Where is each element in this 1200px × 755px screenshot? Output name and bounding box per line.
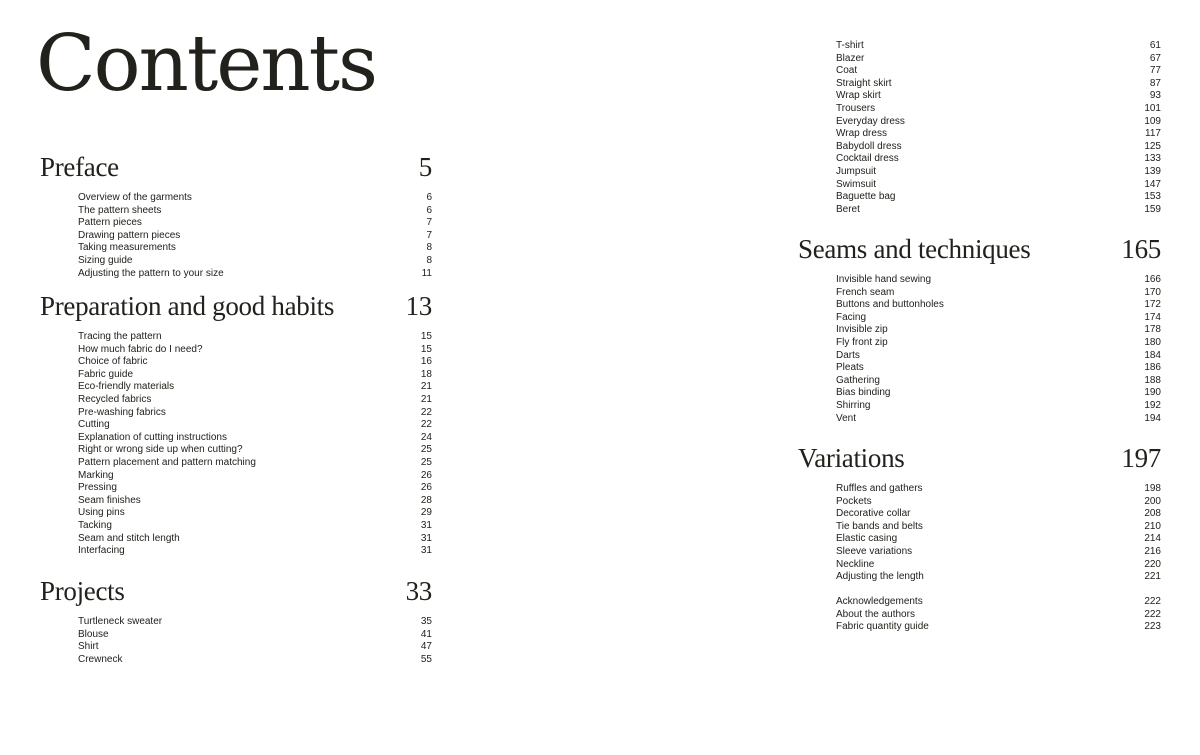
toc-entry[interactable] <box>836 324 1161 337</box>
toc-entry-page: 172 <box>1144 299 1161 311</box>
toc-entry-page: 159 <box>1144 203 1161 215</box>
toc-entry[interactable] <box>836 521 1161 534</box>
toc-entry-label: Turtleneck sweater <box>78 616 163 627</box>
section-title: Preparation and good habits <box>40 291 335 321</box>
toc-entry-page: 208 <box>1144 508 1161 520</box>
toc-entry-label: Cocktail dress <box>836 153 899 165</box>
toc-entry-label: Acknowledgements <box>836 596 923 607</box>
toc-entry-list <box>78 331 432 558</box>
toc-entry-page: 190 <box>1144 387 1161 399</box>
toc-entry-page: 101 <box>1144 102 1161 114</box>
toc-entry-label: Fly front zip <box>836 336 888 348</box>
toc-entry[interactable] <box>78 369 432 382</box>
toc-entry-page: 222 <box>1144 608 1161 620</box>
section-title: Seams and techniques <box>798 234 1031 264</box>
section-header <box>798 443 1161 473</box>
toc-entry[interactable] <box>836 508 1161 521</box>
toc-entry[interactable] <box>836 596 1161 609</box>
toc-entry[interactable] <box>78 641 432 654</box>
toc-entry[interactable] <box>836 571 1161 584</box>
toc-entry-page: 25 <box>420 456 432 468</box>
toc-entry-label: Tracing the pattern <box>78 331 162 342</box>
toc-entry-page: 184 <box>1144 349 1161 361</box>
toc-entry-label: Invisible hand sewing <box>836 274 932 285</box>
toc-entry-label: Facing <box>836 311 867 323</box>
toc-entry-page: 31 <box>420 519 432 531</box>
toc-entry[interactable] <box>78 205 432 218</box>
toc-entry-label: Pre-washing fabrics <box>78 406 166 418</box>
toc-entry-page: 109 <box>1144 115 1161 127</box>
toc-entry-label: Elastic casing <box>836 533 898 545</box>
section-title: Projects <box>40 576 125 606</box>
toc-entry-label: Shirring <box>836 399 871 411</box>
toc-entry-page: 210 <box>1144 520 1161 532</box>
toc-entry[interactable] <box>78 470 432 483</box>
toc-entry-label: Vent <box>836 412 857 424</box>
toc-entry[interactable] <box>78 457 432 470</box>
toc-entry-label: Right or wrong side up when cutting? <box>78 444 243 456</box>
toc-entry-page: 15 <box>420 343 432 355</box>
toc-entry-page: 29 <box>420 507 432 519</box>
toc-entry-page: 21 <box>420 381 432 393</box>
toc-entry-page: 35 <box>420 616 432 627</box>
toc-entry-label: Cutting <box>78 419 110 431</box>
toc-entry[interactable] <box>78 495 432 508</box>
toc-entry-label: Shirt <box>78 641 99 653</box>
toc-entry-page: 194 <box>1144 412 1161 424</box>
toc-entry-label: Jumpsuit <box>836 165 877 177</box>
toc-entry[interactable] <box>836 496 1161 509</box>
toc-entry-label: Tie bands and belts <box>836 520 923 532</box>
toc-entry[interactable] <box>836 312 1161 325</box>
toc-entry[interactable] <box>78 407 432 420</box>
toc-entry[interactable] <box>836 483 1161 496</box>
section-title: Variations <box>798 443 905 473</box>
toc-entry[interactable] <box>836 387 1161 400</box>
toc-entry[interactable] <box>78 654 432 667</box>
toc-entry-page: 61 <box>1149 40 1161 51</box>
toc-entry-label: Seam and stitch length <box>78 532 180 544</box>
toc-entry[interactable] <box>836 362 1161 375</box>
toc-entry-label: Drawing pattern pieces <box>78 229 181 241</box>
toc-entry-page: 221 <box>1144 571 1161 583</box>
page-title: Contents <box>36 19 376 109</box>
toc-entry[interactable] <box>836 559 1161 572</box>
toc-entry-list <box>836 40 1161 216</box>
section-page-number: 197 <box>1121 443 1161 473</box>
toc-entry[interactable] <box>836 78 1161 91</box>
toc-entry[interactable] <box>836 533 1161 546</box>
toc-entry-page: 166 <box>1144 274 1161 285</box>
toc-entry[interactable] <box>78 255 432 268</box>
toc-entry-page: 11 <box>421 267 432 279</box>
toc-entry[interactable] <box>836 413 1161 426</box>
toc-entry-label: Fabric quantity guide <box>836 621 929 633</box>
toc-entry-page: 139 <box>1144 165 1161 177</box>
toc-entry-label: Choice of fabric <box>78 356 148 368</box>
toc-entry[interactable] <box>78 432 432 445</box>
toc-entry-label: Blazer <box>836 52 865 64</box>
toc-entry-label: Gathering <box>836 374 880 386</box>
toc-entry-page: 28 <box>420 494 432 506</box>
toc-entry-page: 24 <box>420 431 432 443</box>
toc-entry[interactable] <box>78 616 432 629</box>
toc-entry-label: Ruffles and gathers <box>836 483 923 494</box>
toc-entry-label: Decorative collar <box>836 508 911 520</box>
toc-entry-page: 6 <box>426 204 432 216</box>
toc-entry[interactable] <box>836 103 1161 116</box>
toc-entry-page: 223 <box>1144 621 1161 633</box>
section-header <box>40 152 432 182</box>
toc-entry-label: Buttons and buttonholes <box>836 299 944 311</box>
toc-entry[interactable] <box>78 482 432 495</box>
section-page-number: 13 <box>405 291 432 321</box>
toc-entry[interactable] <box>78 533 432 546</box>
toc-entry[interactable] <box>836 141 1161 154</box>
section-title: Preface <box>40 152 119 182</box>
toc-entry-page: 31 <box>420 545 432 557</box>
toc-entry-list <box>78 192 432 280</box>
toc-entry[interactable] <box>836 90 1161 103</box>
toc-entry[interactable] <box>78 356 432 369</box>
toc-entry-page: 222 <box>1144 596 1161 607</box>
toc-entry-page: 21 <box>420 393 432 405</box>
toc-entry-page: 22 <box>420 406 432 418</box>
toc-entry-label: Pressing <box>78 482 117 494</box>
toc-entry-page: 41 <box>420 628 432 640</box>
toc-entry-label: Pockets <box>836 495 872 507</box>
toc-entry-page: 125 <box>1144 140 1161 152</box>
toc-entry[interactable] <box>836 153 1161 166</box>
toc-entry-label: Crewneck <box>78 653 123 665</box>
toc-entry-label: Beret <box>836 203 860 215</box>
toc-entry-label: Recycled fabrics <box>78 393 152 405</box>
toc-entry-page: 26 <box>420 482 432 494</box>
toc-entry-label: Adjusting the length <box>836 571 924 583</box>
toc-entry-label: About the authors <box>836 608 915 620</box>
toc-entry[interactable] <box>78 192 432 205</box>
toc-entry[interactable] <box>836 179 1161 192</box>
toc-entry[interactable] <box>836 375 1161 388</box>
toc-entry-page: 117 <box>1145 128 1161 140</box>
toc-entry-label: How much fabric do I need? <box>78 343 203 355</box>
toc-entry[interactable] <box>836 204 1161 217</box>
toc-entry-label: Coat <box>836 65 858 77</box>
toc-entry[interactable] <box>78 444 432 457</box>
toc-entry[interactable] <box>78 545 432 558</box>
toc-entry[interactable] <box>836 546 1161 559</box>
toc-entry-label: Pleats <box>836 362 864 374</box>
toc-entry-label: Interfacing <box>78 545 125 557</box>
toc-entry-page: 188 <box>1144 374 1161 386</box>
toc-entry-label: Wrap dress <box>836 128 887 140</box>
toc-entry-label: The pattern sheets <box>78 204 162 216</box>
toc-entry-label: Sleeve variations <box>836 545 913 557</box>
toc-entry-page: 6 <box>426 192 432 203</box>
toc-entry[interactable] <box>78 242 432 255</box>
toc-entry-page: 16 <box>420 356 432 368</box>
toc-entry-page: 214 <box>1144 533 1161 545</box>
toc-entry-label: Bias binding <box>836 387 891 399</box>
toc-entry[interactable] <box>78 268 432 281</box>
toc-entry[interactable] <box>836 337 1161 350</box>
toc-entry-label: Neckline <box>836 558 875 570</box>
toc-entry-label: Using pins <box>78 507 125 519</box>
toc-entry[interactable] <box>836 116 1161 129</box>
toc-entry-label: Baguette bag <box>836 191 896 203</box>
toc-entry-label: Trousers <box>836 102 876 114</box>
toc-entry-page: 8 <box>426 242 432 254</box>
toc-entry-label: Seam finishes <box>78 494 141 506</box>
toc-entry-label: Straight skirt <box>836 77 892 89</box>
toc-entry-page: 47 <box>420 641 432 653</box>
toc-entry-page: 174 <box>1144 311 1161 323</box>
toc-entry-page: 93 <box>1149 90 1161 102</box>
toc-entry-page: 26 <box>420 469 432 481</box>
toc-entry-label: Marking <box>78 469 114 481</box>
toc-entry-label: Invisible zip <box>836 324 888 336</box>
toc-entry[interactable] <box>78 230 432 243</box>
toc-entry-label: Darts <box>836 349 860 361</box>
toc-entry-page: 22 <box>420 419 432 431</box>
toc-entry-page: 178 <box>1144 324 1161 336</box>
toc-entry[interactable] <box>836 274 1161 287</box>
toc-entry-page: 7 <box>426 217 432 229</box>
toc-entry-page: 153 <box>1144 191 1161 203</box>
toc-entry-list <box>78 616 432 666</box>
toc-entry-label: Taking measurements <box>78 242 176 254</box>
toc-entry-page: 55 <box>420 653 432 665</box>
toc-entry-label: Sizing guide <box>78 254 133 266</box>
toc-entry[interactable] <box>836 191 1161 204</box>
toc-entry-page: 18 <box>420 368 432 380</box>
toc-entry-page: 170 <box>1144 286 1161 298</box>
toc-entry-page: 133 <box>1144 153 1161 165</box>
toc-entry-page: 220 <box>1144 558 1161 570</box>
section-header <box>798 234 1161 264</box>
toc-entry-label: Tacking <box>78 519 112 531</box>
toc-entry[interactable] <box>836 621 1161 634</box>
toc-entry[interactable] <box>78 381 432 394</box>
toc-entry-label: Fabric guide <box>78 368 134 380</box>
toc-entry-page: 25 <box>420 444 432 456</box>
toc-entry-page: 216 <box>1144 545 1161 557</box>
section-header <box>40 576 432 606</box>
section-page-number: 5 <box>418 152 432 182</box>
toc-entry-label: Eco-friendly materials <box>78 381 175 393</box>
toc-entry[interactable] <box>836 128 1161 141</box>
toc-entry-label: Pattern placement and pattern matching <box>78 456 256 468</box>
toc-entry-page: 67 <box>1149 52 1161 64</box>
toc-entry-label: Explanation of cutting instructions <box>78 431 227 443</box>
toc-entry[interactable] <box>78 629 432 642</box>
section-header <box>40 291 432 321</box>
toc-entry[interactable] <box>836 609 1161 622</box>
toc-entry-label: Babydoll dress <box>836 140 902 152</box>
toc-entry-page: 200 <box>1144 495 1161 507</box>
toc-entry[interactable] <box>78 507 432 520</box>
toc-entry[interactable] <box>836 400 1161 413</box>
toc-entry-page: 87 <box>1149 77 1161 89</box>
toc-entry-label: Everyday dress <box>836 115 905 127</box>
toc-entry[interactable] <box>78 217 432 230</box>
toc-entry-page: 192 <box>1144 399 1161 411</box>
toc-entry-page: 15 <box>420 331 432 342</box>
toc-entry[interactable] <box>78 394 432 407</box>
toc-entry-label: French seam <box>836 286 895 298</box>
toc-entry-page: 77 <box>1149 65 1161 77</box>
toc-entry[interactable] <box>836 65 1161 78</box>
toc-entry-label: T-shirt <box>836 40 864 51</box>
toc-entry-label: Overview of the garments <box>78 192 192 203</box>
toc-entry-list <box>836 483 1161 584</box>
toc-entry-list <box>836 274 1161 425</box>
toc-entry[interactable] <box>78 344 432 357</box>
toc-entry-page: 31 <box>420 532 432 544</box>
toc-entry-list <box>836 596 1161 634</box>
toc-entry[interactable] <box>836 40 1161 53</box>
toc-entry-label: Blouse <box>78 628 109 640</box>
toc-entry-page: 186 <box>1144 362 1161 374</box>
toc-entry[interactable] <box>78 331 432 344</box>
toc-entry[interactable] <box>78 520 432 533</box>
toc-entry-label: Swimsuit <box>836 178 877 190</box>
toc-entry[interactable] <box>836 166 1161 179</box>
toc-entry-page: 198 <box>1144 483 1161 494</box>
section-page-number: 165 <box>1121 234 1161 264</box>
toc-entry[interactable] <box>78 419 432 432</box>
toc-entry-page: 147 <box>1144 178 1161 190</box>
toc-entry[interactable] <box>836 299 1161 312</box>
toc-entry[interactable] <box>836 350 1161 363</box>
toc-entry[interactable] <box>836 53 1161 66</box>
toc-entry-label: Wrap skirt <box>836 90 881 102</box>
toc-entry[interactable] <box>836 287 1161 300</box>
section-page-number: 33 <box>405 576 432 606</box>
toc-entry-label: Pattern pieces <box>78 217 142 229</box>
toc-entry-page: 7 <box>426 229 432 241</box>
toc-entry-page: 180 <box>1144 336 1161 348</box>
toc-entry-label: Adjusting the pattern to your size <box>78 267 224 279</box>
toc-entry-page: 8 <box>426 254 432 266</box>
